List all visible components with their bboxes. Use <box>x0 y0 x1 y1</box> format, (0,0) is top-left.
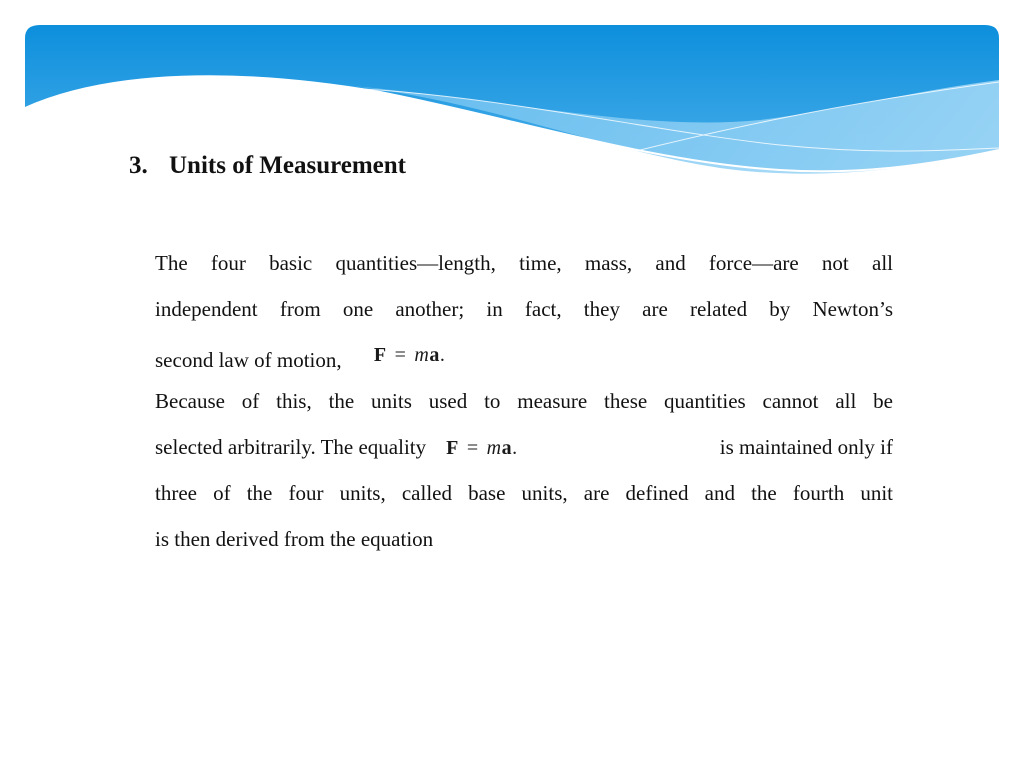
formula-force: F <box>446 437 459 459</box>
formula-mass: m <box>414 344 430 366</box>
formula-mass: m <box>486 437 502 459</box>
text-line-5-start: selected arbitrarily. The equality <box>155 435 427 459</box>
text-line-2: independent from one another; in fact, they are related by Newton’s <box>155 297 893 321</box>
text-line-1: The four basic quantities—length, time, mass, and force—are not all <box>155 251 893 275</box>
formula-period: . <box>439 344 446 366</box>
text-line-4: Because of this, the units used to measure these quantities cannot all be <box>155 389 893 413</box>
text-line-5-end: is maintained only if <box>719 435 893 459</box>
formula-image-1 <box>374 332 445 378</box>
formula-equals: = <box>394 344 407 366</box>
text-line-5 <box>155 424 893 470</box>
formula-acceleration: a <box>501 437 513 459</box>
formula-acceleration: a <box>429 344 440 366</box>
formula-image-2 <box>446 425 517 471</box>
text-line-6: three of the four units, called base units, are defined and the fourth unit <box>155 481 893 505</box>
body-paragraph <box>155 240 893 562</box>
section-heading <box>129 152 406 180</box>
text-line-3 <box>155 332 893 378</box>
text-line-3-text: second law of motion, <box>155 348 342 372</box>
formula-period: . <box>512 437 518 459</box>
text-line-7: is then derived from the equation <box>155 527 434 551</box>
formula-equals: = <box>466 437 479 459</box>
heading-number: 3. <box>129 152 148 179</box>
formula-force: F <box>373 344 387 366</box>
heading-title: Units of Measurement <box>169 152 406 179</box>
